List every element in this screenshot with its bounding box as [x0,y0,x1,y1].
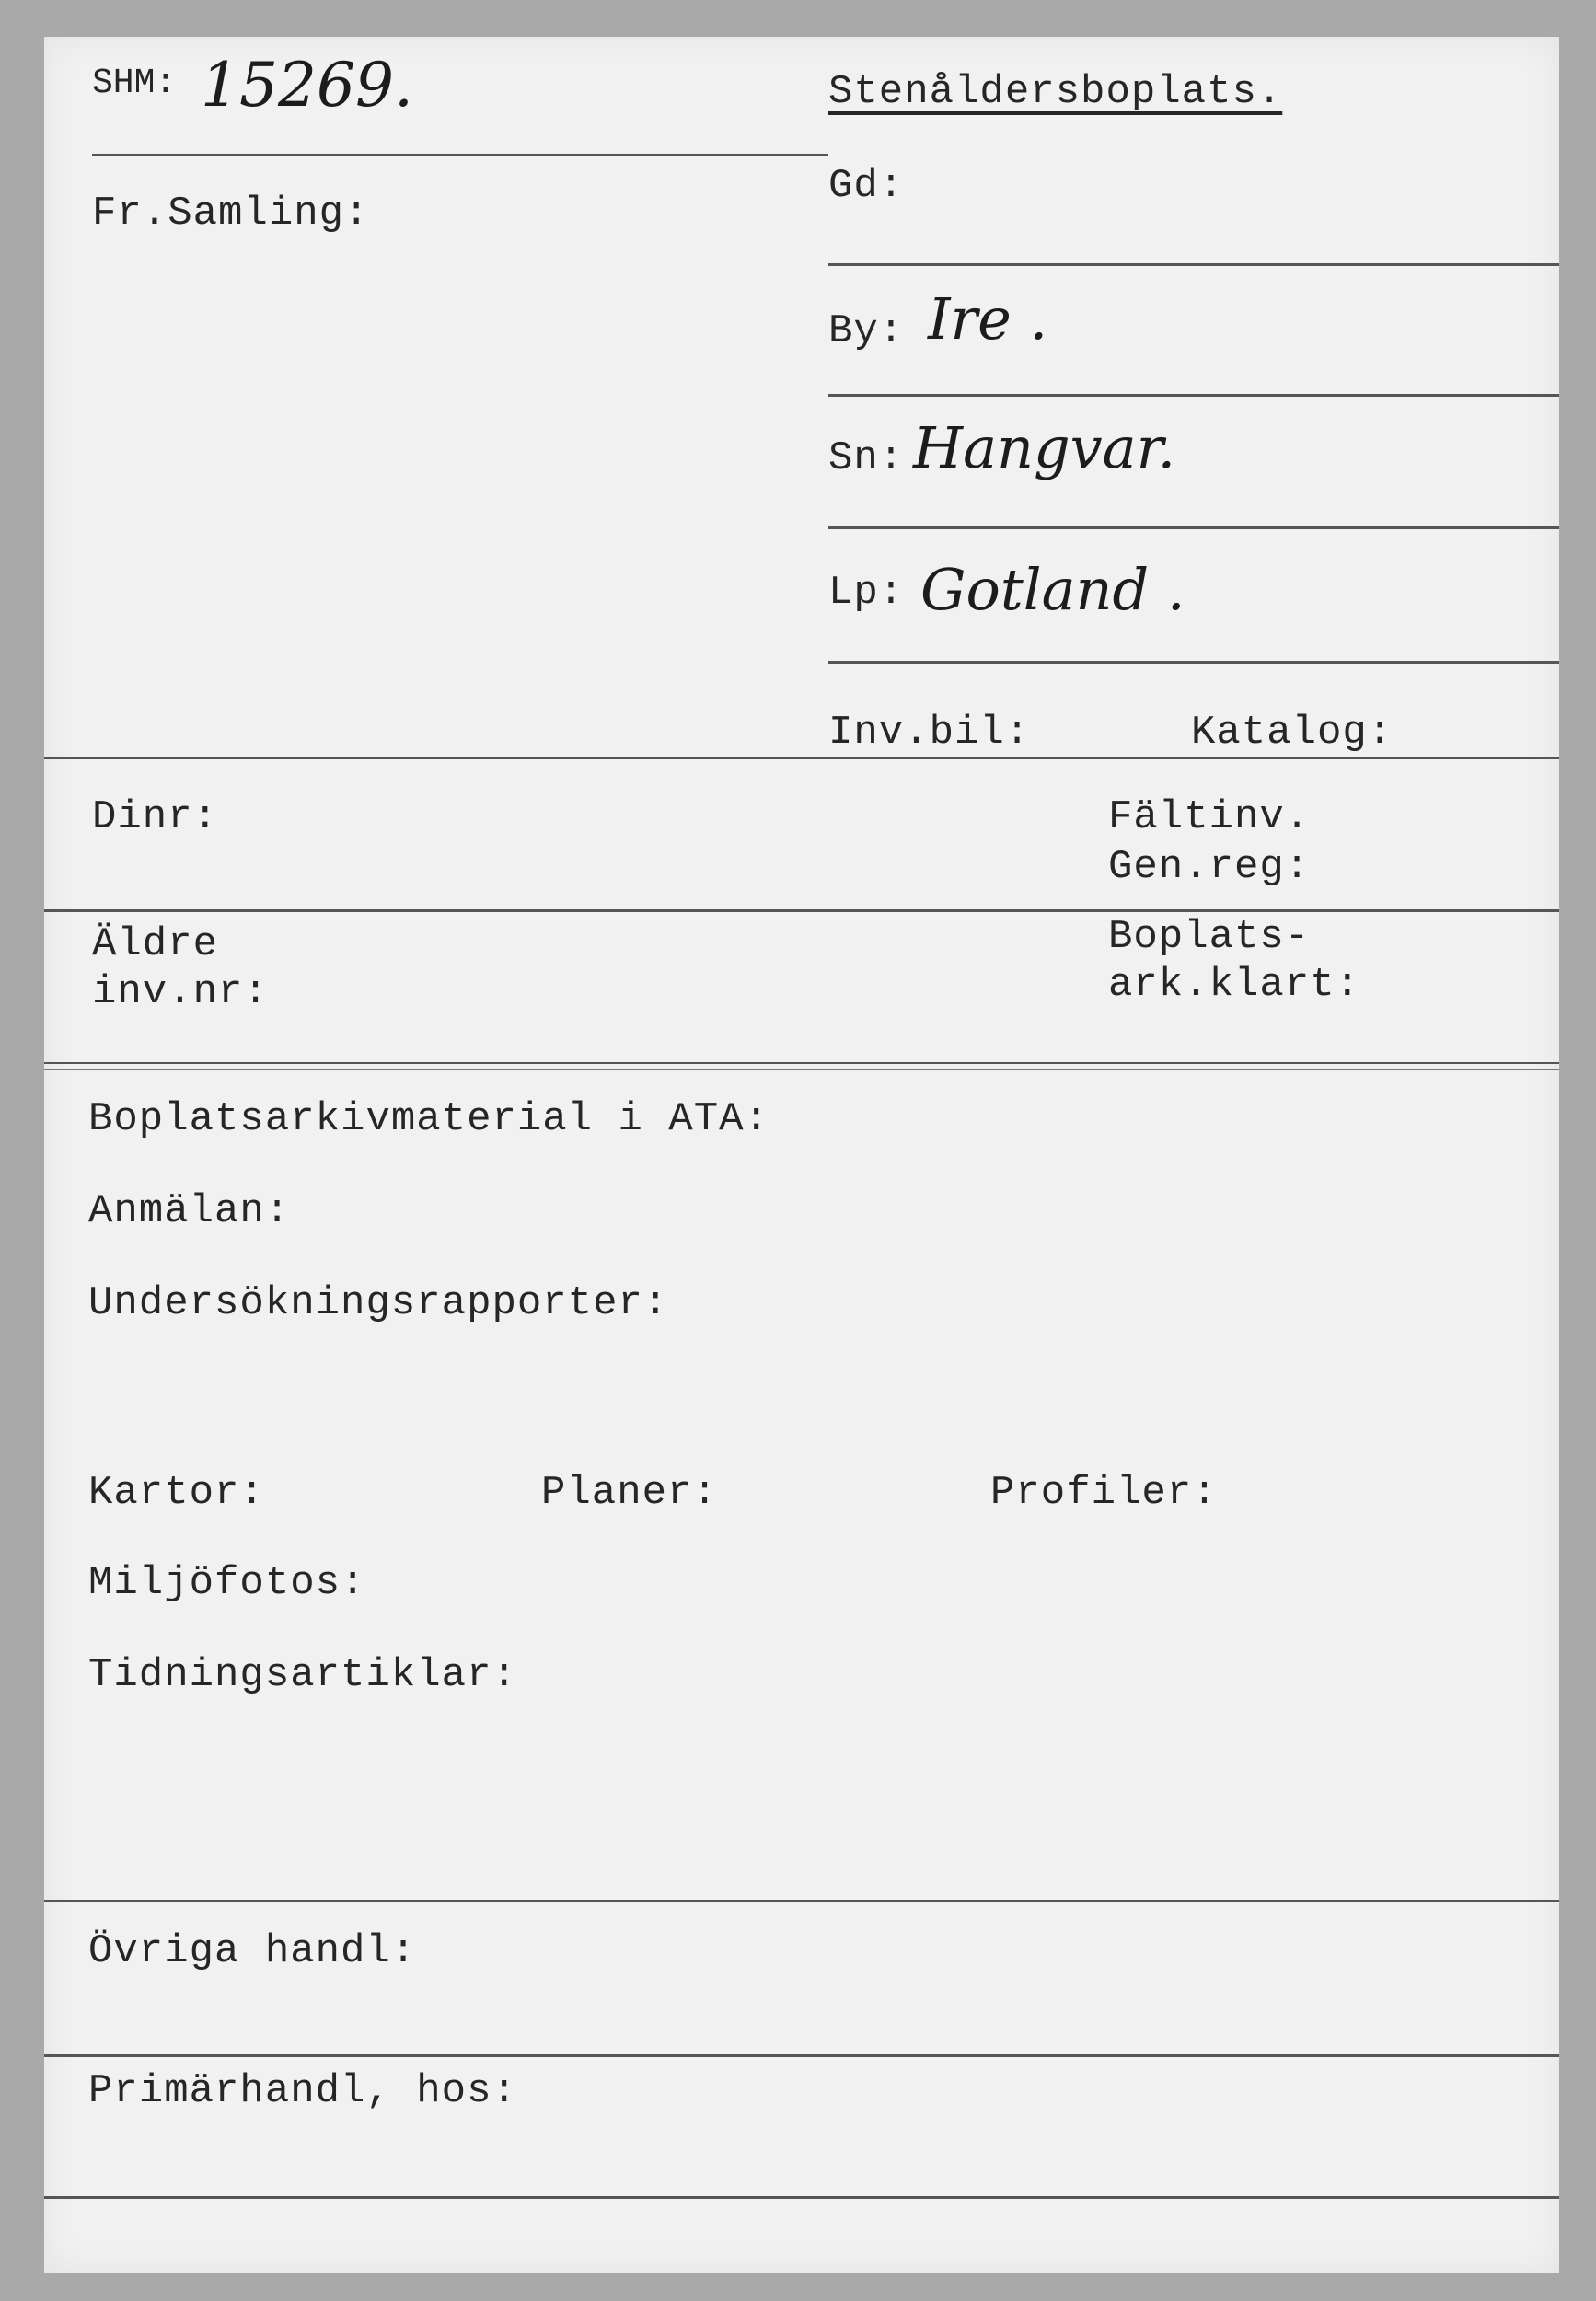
registry-rule-mid [44,909,1559,912]
undersokning-label: Undersökningsrapporter: [88,1280,669,1326]
planer-label: Planer: [541,1470,718,1516]
gd-rule [828,263,1559,266]
archive-double-rule [44,1062,1559,1064]
by-rule [828,394,1559,397]
primar-label: Primärhandl, hos: [88,2068,517,2114]
catalog-card [44,37,1559,2273]
gen-reg-label: Gen.reg: [1108,844,1311,890]
registry-rule-top [44,757,1559,759]
sn-label: Sn: [828,435,905,481]
kartor-label: Kartor: [88,1470,265,1516]
by-value: Ire . [928,285,1048,353]
profiler-label: Profiler: [990,1470,1218,1516]
gd-label: Gd: [828,163,905,209]
miljofotos-label: Miljöfotos: [88,1560,366,1606]
archive-heading: Boplatsarkivmaterial i ATA: [88,1096,769,1142]
boplats-label-2: ark.klart: [1108,962,1361,1008]
dinr-label: Dinr: [92,794,219,840]
faltinv-label: Fältinv. [1108,794,1311,840]
tidning-label: Tidningsartiklar: [88,1652,517,1698]
sn-value: Hangvar. [913,414,1176,481]
shm-label: SHM: [92,64,177,103]
lp-value: Gotland . [920,556,1185,623]
katalog-label: Katalog: [1191,710,1394,756]
aldre-label-2: inv.nr: [92,969,269,1015]
inv-bil-label: Inv.bil: [828,710,1031,756]
card-title: Stenåldersboplats. [828,69,1283,115]
lp-label: Lp: [828,570,905,616]
anmalan-label: Anmälan: [88,1188,291,1234]
lp-rule [828,661,1559,664]
ovriga-label: Övriga handl: [88,1928,417,1974]
bottom-rule [44,2196,1559,2199]
sn-rule [828,526,1559,529]
boplats-label-1: Boplats- [1108,914,1311,960]
primar-rule [44,2054,1559,2057]
shm-number: 15269. [201,50,413,121]
fr-samling-label: Fr.Samling: [92,191,370,237]
aldre-label-1: Äldre [92,921,219,967]
ovriga-rule [44,1900,1559,1902]
header-rule [92,154,828,156]
by-label: By: [828,308,905,354]
